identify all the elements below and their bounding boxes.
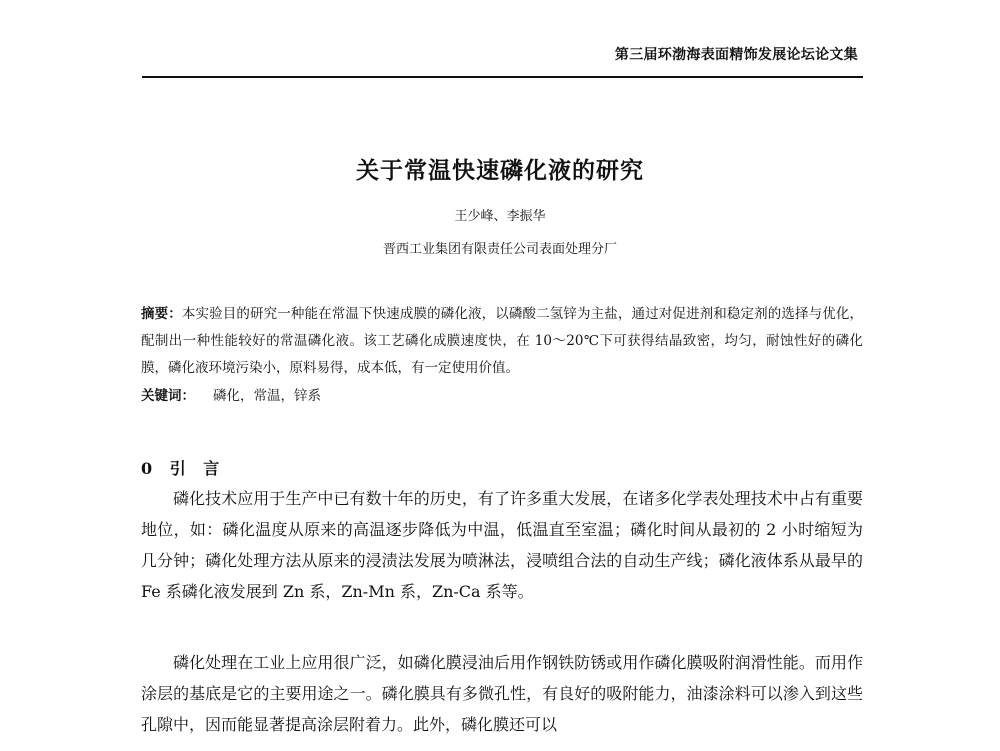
- keywords: [141, 384, 863, 404]
- abstract: [141, 301, 863, 382]
- keywords-label: 关键词：: [141, 388, 195, 404]
- running-header: 第三届环渤海表面精饰发展论坛论文集: [614, 47, 858, 63]
- article-authors: 王少峰、李振华: [454, 209, 546, 224]
- article-title: 关于常温快速磷化液的研究: [356, 157, 644, 184]
- section-heading-introduction: 0 引 言: [141, 459, 226, 478]
- abstract-text: 本实验目的研究一种能在常温下快速成膜的磷化液，以磷酸二氢锌为主盐，通过对促进剂和稳定剂的选择与优化，配制出一种性能较好的常温磷化液。该工艺磷化成膜速度快，在 10～20℃下可获得结晶致密，均匀，耐蚀性好的磷化膜，磷化液环境污染小，原料易得，成本低，有一定使用价值。: [141, 306, 863, 376]
- keywords-value: 磷化，常温，锌系: [213, 388, 321, 404]
- header-rule: [142, 76, 863, 78]
- body-paragraph: 磷化处理在工业上应用很广泛，如磷化膜浸油后用作钢铁防锈或用作磷化膜吸附润滑性能。而用作涂层的基底是它的主要用途之一。磷化膜具有多微孔性，有良好的吸附能力，油漆涂料可以渗入到这些孔隙中，因而能显著提高涂层附着力。此外，磷化膜还可以: [141, 653, 863, 734]
- abstract-label: 摘要：: [141, 306, 182, 322]
- body-paragraph: 磷化技术应用于生产中已有数十年的历史，有了许多重大发展，在诸多化学表处理技术中占有重要地位，如：磷化温度从原来的高温逐步降低为中温，低温直至室温；磷化时间从最初的 2 小时缩短为几分钟；磷化处理方法从原来的浸渍法发展为喷淋法，浸喷组合法的自动生产线；磷化液体系从最早的 Fe 系磷化液发展到 Zn 系，Zn-Mn 系，Zn-Ca 系等。: [141, 489, 863, 601]
- article-affiliation: 晋西工业集团有限责任公司表面处理分厂: [382, 242, 617, 257]
